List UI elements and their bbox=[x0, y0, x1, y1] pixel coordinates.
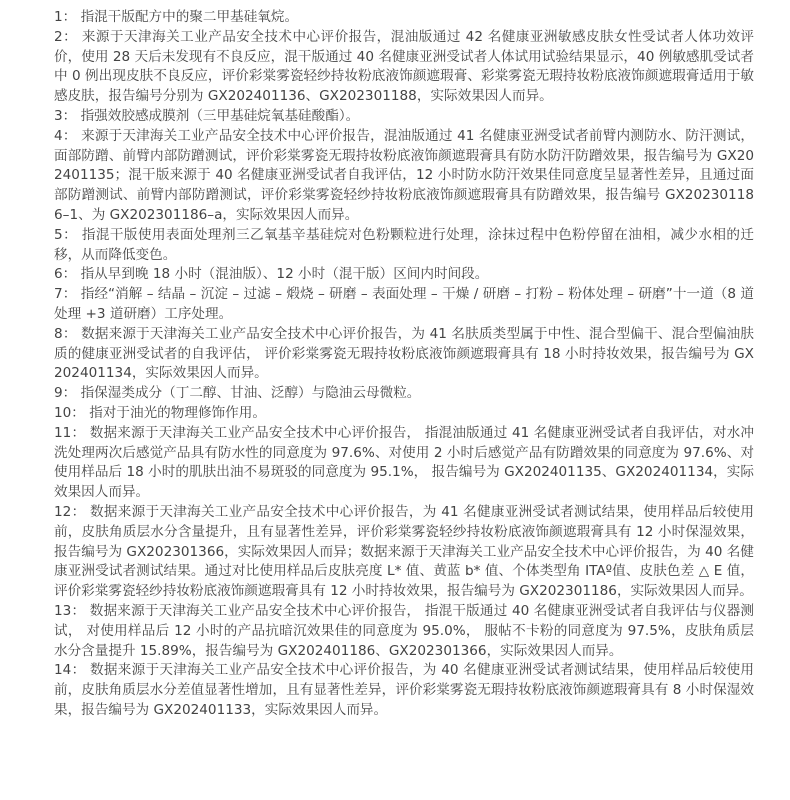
footnote-13: 13： 数据来源于天津海关工业产品安全技术中心评价报告， 指混干版通过 40 名健康亚洲受试者自我评估与仪器测试， 对使用样品后 12 小时的产品抗暗沉效果佳的同意度为 95.0%， 服帖不卡粉的同意度为 97.5%，皮肤角质层水分含量提升 15.89%，报告编号为 GX202401186、GX202301366，实际效果因人而异。 bbox=[54, 602, 754, 659]
footnote-4: 4： 来源于天津海关工业产品安全技术中心评价报告，混油版通过 41 名健康亚洲受试者前臂内测防水、防汗测试，面部防蹭、前臂内部防蹭测试，评价彩棠雾瓷无瑕持妆粉底液饰颜遮瑕膏具有防水防汗防蹭效果，报告编号为 GX202401135；混干版来源于 40 名健康亚洲受试者自我评估，12 小时防水防汗效果佳同意度呈显著性差异，且通过面部防蹭测试、前臂内部防蹭测试，评价彩棠雾瓷轻纱持妆粉底液饰颜遮瑕膏具有防蹭效果，报告编号 GX202301186–1、为 GX202301186–a，实际效果因人而异。 bbox=[54, 127, 754, 223]
footnote-11: 11： 数据来源于天津海关工业产品安全技术中心评价报告， 指混油版通过 41 名健康亚洲受试者自我评估，对水冲洗处理两次后感觉产品具有防水性的同意度为 97.6%、对使用 2 小时后感觉产品有防蹭效果的同意度为 97.6%、对使用样品后 18 小时的肌肤出油不易斑驳的同意度为 95.1%， 报告编号为 GX202401135、GX202401134，实际效果因人而异。 bbox=[54, 424, 754, 501]
footnote-1: 1： 指混干版配方中的聚二甲基硅氧烷。 bbox=[54, 9, 299, 25]
footnote-9: 9： 指保湿类成分（丁二醇、甘油、泛醇）与隐油云母微粒。 bbox=[54, 385, 421, 402]
footnote-2: 2： 来源于天津海关工业产品安全技术中心评价报告，混油版通过 42 名健康亚洲敏感皮肤女性受试者人体功效评价，使用 28 天后未发现有不良反应，混干版通过 40 名健康亚洲受试者人体试用试验结果显示，40 例敏感肌受试者中 0 例出现皮肤不良反应，评价彩棠雾瓷轻纱持妆粉底液饰颜遮瑕膏、彩棠雾瓷无瑕持妆粉底液饰颜遮瑕膏适用于敏感皮肤，报告编号分别为 GX202401136、GX202301188，实际效果因人而异。 bbox=[54, 28, 754, 105]
footnote-5: 5： 指混干版使用表面处理剂三乙氧基辛基硅烷对色粉颗粒进行处理，涂抹过程中色粉停留在油相，减少水相的迁移，从而降低变色。 bbox=[54, 226, 754, 263]
footnote-12: 12： 数据来源于天津海关工业产品安全技术中心评价报告，为 41 名健康亚洲受试者测试结果，使用样品后较使用前，皮肤角质层水分含量提升，且有显著性差异，评价彩棠雾瓷轻纱持妆粉底液饰颜遮瑕膏具有 12 小时保湿效果，报告编号为 GX202301366，实际效果因人而异；数据来源于天津海关工业产品安全技术中心评价报告，为 40 名健康亚洲受试者测试结果。通过对比使用样品后皮肤亮度 L* 值、黄蓝 b* 值、个体类型角 ITAº值、皮肤色差 △ E 值，评价彩棠雾瓷轻纱持妆粉底液饰颜遮瑕膏具有 12 小时持妆效果，报告编号为 GX202301186，实际效果因人而异。 bbox=[54, 503, 754, 600]
footnote-3: 3： 指强效胶感成膜剂（三甲基硅烷氧基硅酸酯）。 bbox=[54, 107, 360, 124]
footnote-14: 14： 数据来源于天津海关工业产品安全技术中心评价报告，为 40 名健康亚洲受试者测试结果，使用样品后较使用前，皮肤角质层水分差值显著性增加，且有显著性差异，评价彩棠雾瓷无瑕持妆粉底液饰颜遮瑕膏具有 8 小时保湿效果，报告编号为 GX202401133，实际效果因人而异。 bbox=[54, 662, 754, 718]
footnote-10: 10： 指对于油光的物理修饰作用。 bbox=[54, 404, 266, 421]
footnotes-list bbox=[54, 8, 754, 721]
footnote-7: 7： 指经“消解 – 结晶 – 沉淀 – 过滤 – 煅烧 – 研磨 – 表面处理 – 干燥 / 研磨 – 打粉 – 粉体处理 – 研磨”十一道（8 道处理 +3 道研磨）工序处理。 bbox=[54, 286, 754, 322]
footnote-6: 6： 指从早到晚 18 小时（混油版）、12 小时（混干版）区间内时间段。 bbox=[54, 266, 489, 283]
footnote-8: 8： 数据来源于天津海关工业产品安全技术中心评价报告，为 41 名肤质类型属于中性、混合型偏干、混合型偏油肤质的健康亚洲受试者的自我评估， 评价彩棠雾瓷无瑕持妆粉底液饰颜遮瑕膏具有 18 小时持妆效果，报告编号为 GX202401134，实际效果因人而异。 bbox=[54, 325, 754, 382]
